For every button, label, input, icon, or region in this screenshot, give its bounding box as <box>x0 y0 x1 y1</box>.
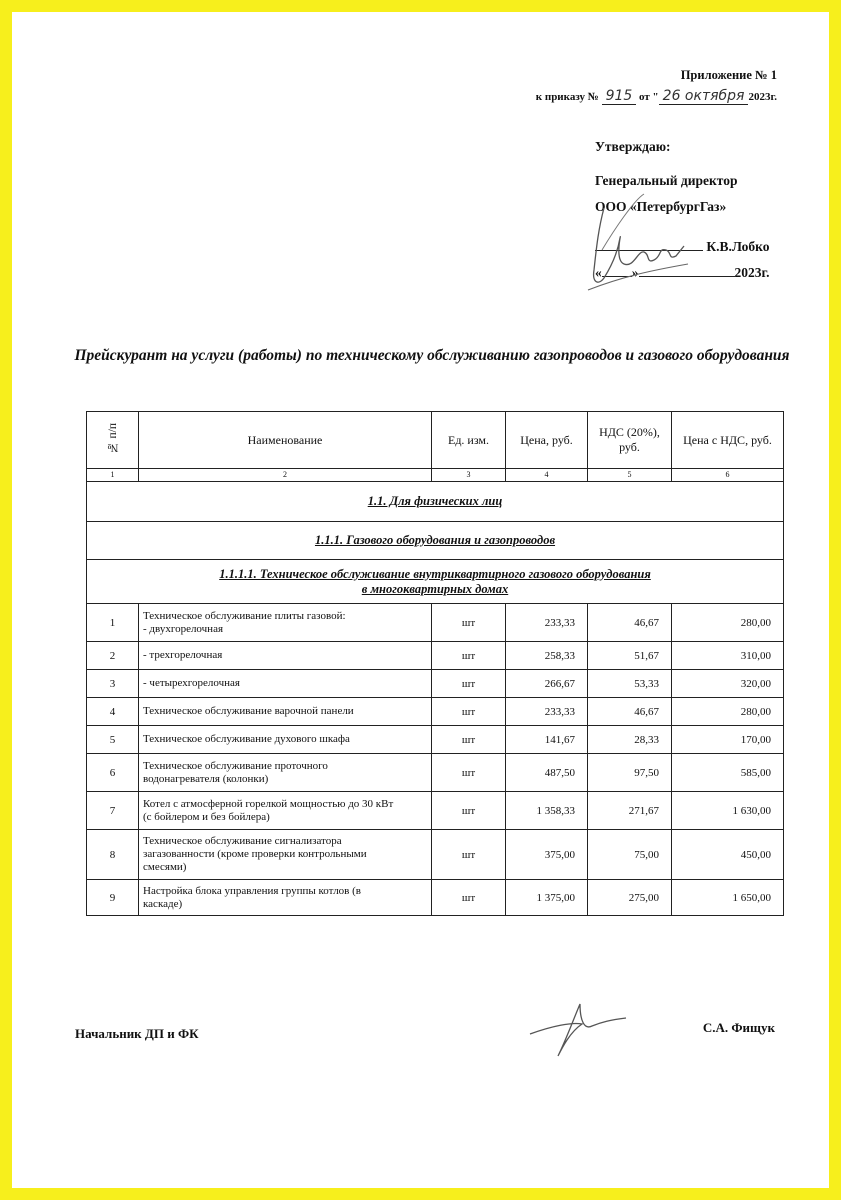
director-signature <box>584 190 694 302</box>
order-from: от " <box>639 91 659 103</box>
order-number: 915 <box>602 88 637 105</box>
date-open-quote: « <box>595 265 602 280</box>
table-row: 3 - четырехгорелочная шт 266,67 53,33 320,00 <box>87 670 784 698</box>
table-row: 6 Техническое обслуживание проточного водонагревателя (колонки) шт 487,50 97,50 585,00 <box>87 754 784 792</box>
section-maintenance: 1.1.1.1. Техническое обслуживание внутриквартирного газового оборудования в многоквартирных домах <box>87 560 784 604</box>
signatory-name: К.В.Лобко <box>706 239 770 254</box>
document-title: Прейскурант на услуги (работы) по техническому обслуживанию газопроводов и газового оборудования <box>74 347 790 364</box>
section-row <box>87 560 784 604</box>
table-row: 9 Настройка блока управления группы котлов (в каскаде) шт 1 375,00 275,00 1 650,00 <box>87 880 784 916</box>
company-name: ООО «ПетербургГаз» <box>595 199 727 214</box>
section-row <box>87 482 784 522</box>
director-position: Генеральный директор <box>595 173 738 188</box>
order-line <box>536 88 777 105</box>
table-row: 4 Техническое обслуживание варочной панели шт 233,33 46,67 280,00 <box>87 698 784 726</box>
col-header-price: Цена, руб. <box>506 412 588 469</box>
col-header-vat: НДС (20%), руб. <box>588 412 672 469</box>
column-index-row: 1 2 3 4 5 6 <box>87 469 784 482</box>
table-row: 5 Техническое обслуживание духового шкафа шт 141,67 28,33 170,00 <box>87 726 784 754</box>
section-row <box>87 522 784 560</box>
order-date: 26 октября <box>659 88 749 105</box>
table-row: 1 Техническое обслуживание плиты газовой: - двухгорелочная шт 233,33 46,67 280,00 <box>87 604 784 642</box>
price-table <box>86 411 784 916</box>
appendix-title: Приложение № 1 <box>680 68 777 82</box>
col-header-price-vat: Цена с НДС, руб. <box>672 412 784 469</box>
table-row: 7 Котел с атмосферной горелкой мощностью до 30 кВт (с бойлером и без бойлера) шт 1 358,33 271,67 1 630,00 <box>87 792 784 830</box>
table-row: 2 - трехгорелочная шт 258,33 51,67 310,00 <box>87 642 784 670</box>
table-row: 8 Техническое обслуживание сигнализатора загазованности (кроме проверки контрольными смесями) шт 375,00 75,00 450,00 <box>87 830 784 880</box>
footer-position: Начальник ДП и ФК <box>75 1026 199 1041</box>
section-individuals: 1.1. Для физических лиц <box>87 482 784 522</box>
col-header-num: № п/п <box>87 412 139 469</box>
approval-year: 2023г. <box>734 265 770 280</box>
col-header-unit: Ед. изм. <box>432 412 506 469</box>
footer-signature <box>522 996 632 1060</box>
order-year: 2023г. <box>748 91 777 103</box>
date-close-quote: » <box>631 265 639 280</box>
col-header-name: Наименование <box>139 412 432 469</box>
approve-label: Утверждаю: <box>595 139 671 154</box>
document-page <box>12 12 829 1188</box>
table-header-row <box>87 412 784 469</box>
footer-name: С.А. Фищук <box>702 1020 775 1035</box>
section-gas-equipment: 1.1.1. Газового оборудования и газопроводов <box>87 522 784 560</box>
order-prefix: к приказу № <box>535 91 599 103</box>
